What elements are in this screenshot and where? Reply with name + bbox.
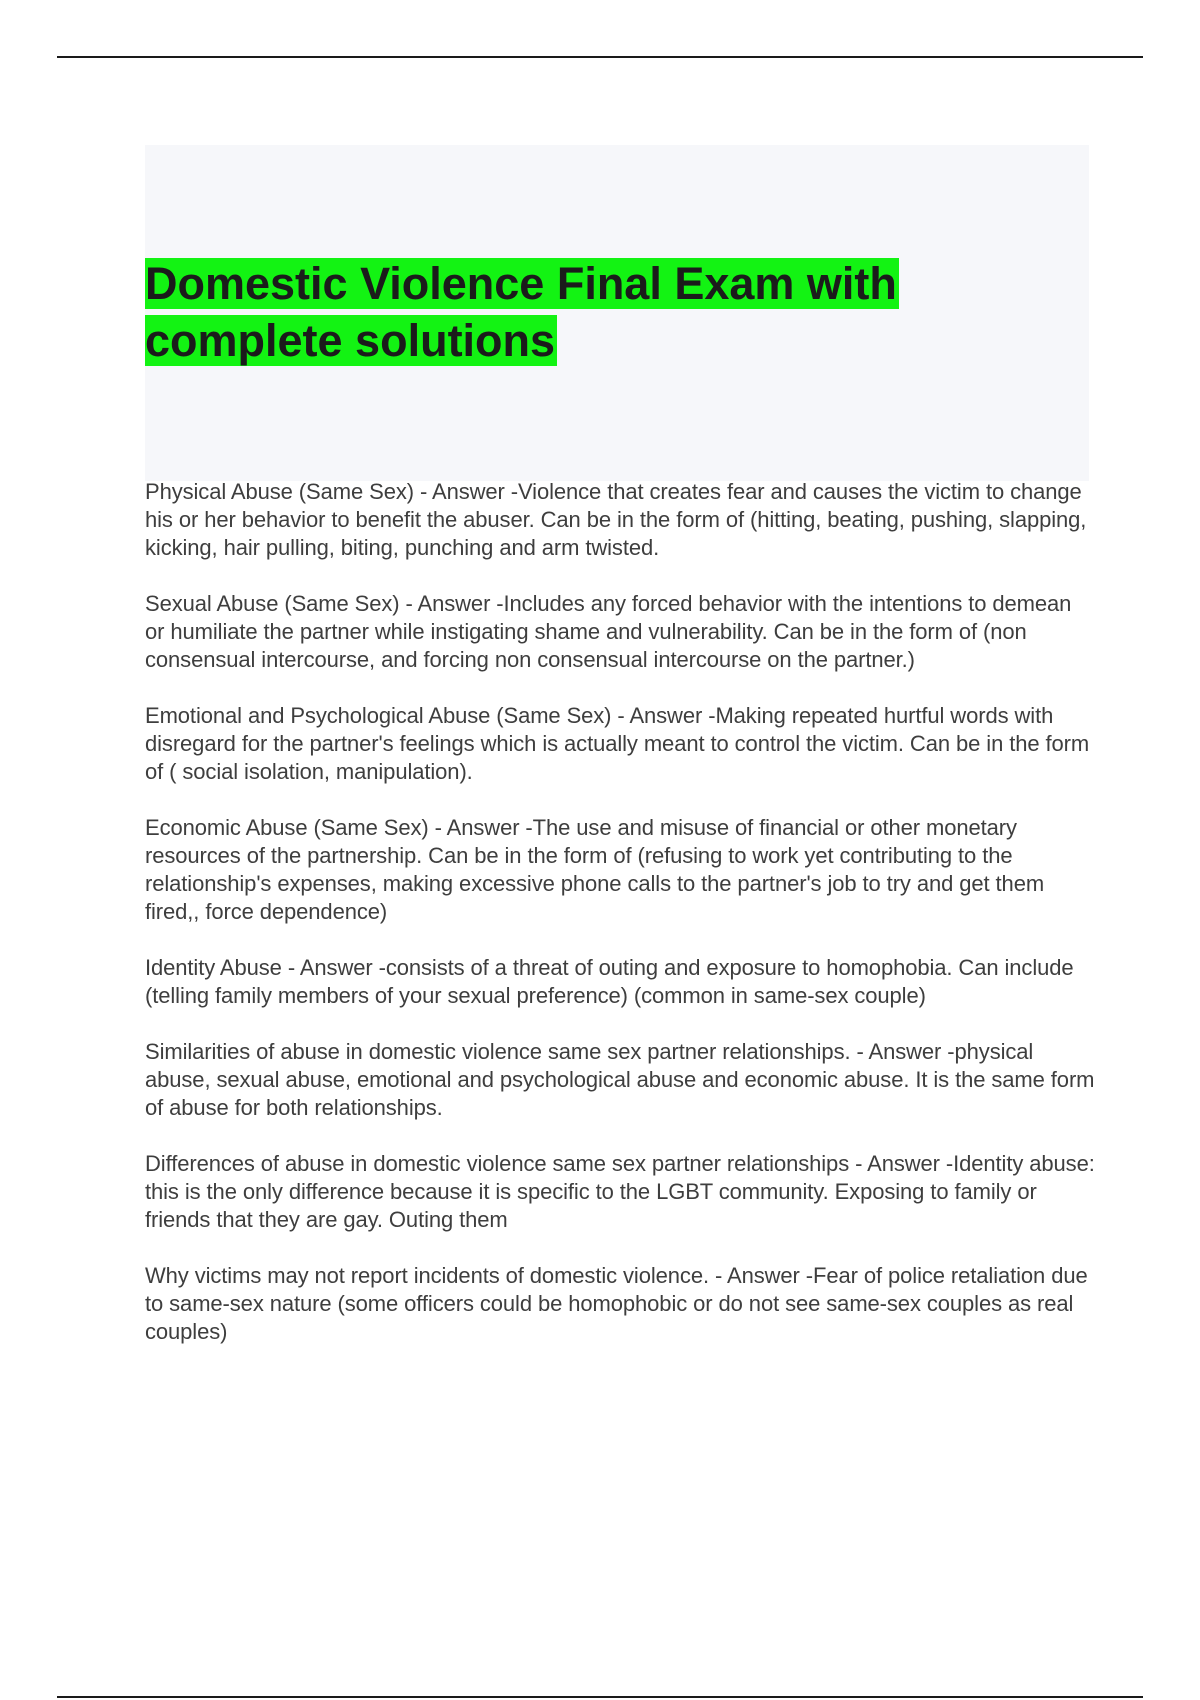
qa-entry-emotional-abuse: Emotional and Psychological Abuse (Same Sex) - Answer -Making repeated hurtful words with disregard for the partner's feelings which is actually meant to control the victim. Can be in the form of ( social isolation, manipulation).	[145, 703, 1090, 784]
qa-entry-sexual-abuse: Sexual Abuse (Same Sex) - Answer -Includes any forced behavior with the intentions to demean or humiliate the partner while instigating shame and vulnerability. Can be in the form of (non consensual intercourse, and forcing non consensual intercourse on the partner.)	[145, 591, 1072, 672]
qa-list	[145, 478, 1095, 1374]
header-rule	[57, 56, 1143, 58]
qa-entry-economic-abuse: Economic Abuse (Same Sex) - Answer -The use and misuse of financial or other monetary resources of the partnership. Can be in the form of (refusing to work yet contributing to the relationship's expenses, making excessive phone calls to the partner's job to try and get them fired,, force dependence)	[145, 815, 1045, 924]
qa-entry-identity-abuse: Identity Abuse - Answer -consists of a threat of outing and exposure to homophobia. Can include (telling family members of your sexual preference) (common in same-sex couple)	[145, 955, 1074, 1008]
page-title	[145, 255, 1005, 369]
qa-entry-differences: Differences of abuse in domestic violence same sex partner relationships - Answer -Identity abuse: this is the only difference because it is specific to the LGBT community. Exposing to family or friends that they are gay. Outing them	[145, 1151, 1095, 1232]
title-highlight: Domestic Violence Final Exam with complete solutions	[145, 258, 897, 366]
qa-entry-reporting: Why victims may not report incidents of domestic violence. - Answer -Fear of police retaliation due to same-sex nature (some officers could be homophobic or do not see same-sex couples as real couples)	[145, 1263, 1088, 1344]
qa-entry-similarities: Similarities of abuse in domestic violence same sex partner relationships. - Answer -physical abuse, sexual abuse, emotional and psychological abuse and economic abuse. It is the same form of abuse for both relationships.	[145, 1039, 1095, 1120]
qa-entry-physical-abuse: Physical Abuse (Same Sex) - Answer -Violence that creates fear and causes the victim to change his or her behavior to benefit the abuser. Can be in the form of (hitting, beating, pushing, slapping, kicking, hair pulling, biting, punching and arm twisted.	[145, 479, 1087, 560]
footer-rule	[57, 1696, 1143, 1698]
